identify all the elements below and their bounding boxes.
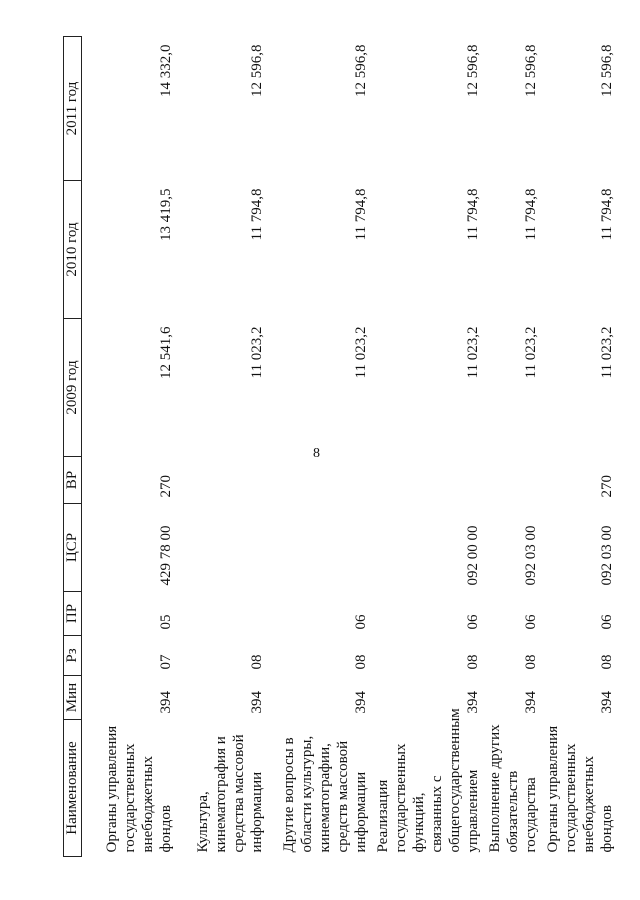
row-2011: 12 596,8 bbox=[598, 44, 615, 97]
table-row bbox=[374, 37, 486, 857]
row-2009: 12 541,6 bbox=[157, 326, 174, 379]
row-2010: 11 794,8 bbox=[352, 188, 369, 241]
row-2009: 11 023,2 bbox=[352, 326, 369, 379]
table-header-row bbox=[64, 37, 82, 857]
row-pr: 06 bbox=[522, 614, 539, 630]
row-pr: 05 bbox=[157, 614, 174, 630]
header-pr: ПР bbox=[64, 592, 82, 636]
row-min: 394 bbox=[248, 691, 265, 714]
row-2011: 12 596,8 bbox=[352, 44, 369, 97]
row-2011: 12 596,8 bbox=[248, 44, 265, 97]
row-pr: 06 bbox=[598, 614, 615, 630]
row-csr: 092 03 00 bbox=[598, 525, 615, 586]
row-vr bbox=[179, 457, 270, 504]
row-2010: 11 794,8 bbox=[248, 188, 265, 241]
header-2010: 2010 год bbox=[64, 181, 82, 319]
row-vr bbox=[270, 457, 374, 504]
row-rz: 08 bbox=[464, 654, 481, 670]
row-2009: 11 023,2 bbox=[522, 326, 539, 379]
row-2009: 11 023,2 bbox=[464, 326, 481, 379]
header-name: Наименование bbox=[64, 720, 82, 857]
row-min: 394 bbox=[352, 691, 369, 714]
table-row bbox=[270, 37, 374, 857]
row-csr: 092 03 00 bbox=[522, 525, 539, 586]
row-2010: 11 794,8 bbox=[522, 188, 539, 241]
row-2011: 14 332,0 bbox=[157, 44, 174, 97]
row-csr bbox=[179, 504, 270, 592]
row-2011: 12 596,8 bbox=[522, 44, 539, 97]
table-row bbox=[486, 37, 544, 857]
row-rz: 07 bbox=[157, 654, 174, 670]
row-rz: 08 bbox=[248, 654, 265, 670]
row-2009: 11 023,2 bbox=[598, 326, 615, 379]
header-2009: 2009 год bbox=[64, 319, 82, 457]
row-vr bbox=[486, 457, 544, 504]
table-row bbox=[179, 37, 270, 857]
row-name: Реализация государственных функций, связанных с общегосударственным управлением bbox=[374, 708, 481, 853]
row-pr: 06 bbox=[464, 614, 481, 630]
row-min: 394 bbox=[464, 691, 481, 714]
header-vr: ВР bbox=[64, 457, 82, 504]
row-vr: 270 bbox=[598, 475, 615, 498]
row-vr: 270 bbox=[157, 475, 174, 498]
rotated-budget-page bbox=[63, 37, 615, 857]
header-2011: 2011 год bbox=[64, 37, 82, 181]
row-name: Органы управления государственных внебюджетных фондов bbox=[103, 725, 174, 853]
row-name: Другие вопросы в области культуры, кинематографии, средств массовой информации bbox=[280, 735, 369, 853]
row-pr bbox=[179, 592, 270, 636]
row-2010: 11 794,8 bbox=[598, 188, 615, 241]
row-pr: 06 bbox=[352, 614, 369, 630]
row-csr: 429 78 00 bbox=[157, 525, 174, 586]
row-2010: 11 794,8 bbox=[464, 188, 481, 241]
table-row bbox=[82, 37, 179, 857]
row-rz: 08 bbox=[352, 654, 369, 670]
row-2010: 13 419,5 bbox=[157, 188, 174, 241]
header-rz: Рз bbox=[64, 636, 82, 676]
row-name: Культура, кинематография и средства массовой информации bbox=[194, 734, 265, 853]
row-rz: 08 bbox=[598, 654, 615, 670]
budget-table bbox=[63, 36, 620, 857]
row-name: Органы управления государственных внебюджетных фондов bbox=[544, 725, 615, 853]
row-min: 394 bbox=[522, 691, 539, 714]
row-rz: 08 bbox=[522, 654, 539, 670]
row-2009: 11 023,2 bbox=[248, 326, 265, 379]
header-min: Мин bbox=[64, 676, 82, 720]
row-2011: 12 596,8 bbox=[464, 44, 481, 97]
page-number: 8 bbox=[313, 446, 320, 461]
row-vr bbox=[374, 457, 486, 504]
row-name: Выполнение других обязательств государства bbox=[486, 724, 539, 853]
table-row bbox=[544, 37, 620, 857]
row-csr bbox=[270, 504, 374, 592]
row-min: 394 bbox=[598, 691, 615, 714]
row-min: 394 bbox=[157, 691, 174, 714]
row-csr: 092 00 00 bbox=[464, 525, 481, 586]
header-csr: ЦСР bbox=[64, 504, 82, 592]
